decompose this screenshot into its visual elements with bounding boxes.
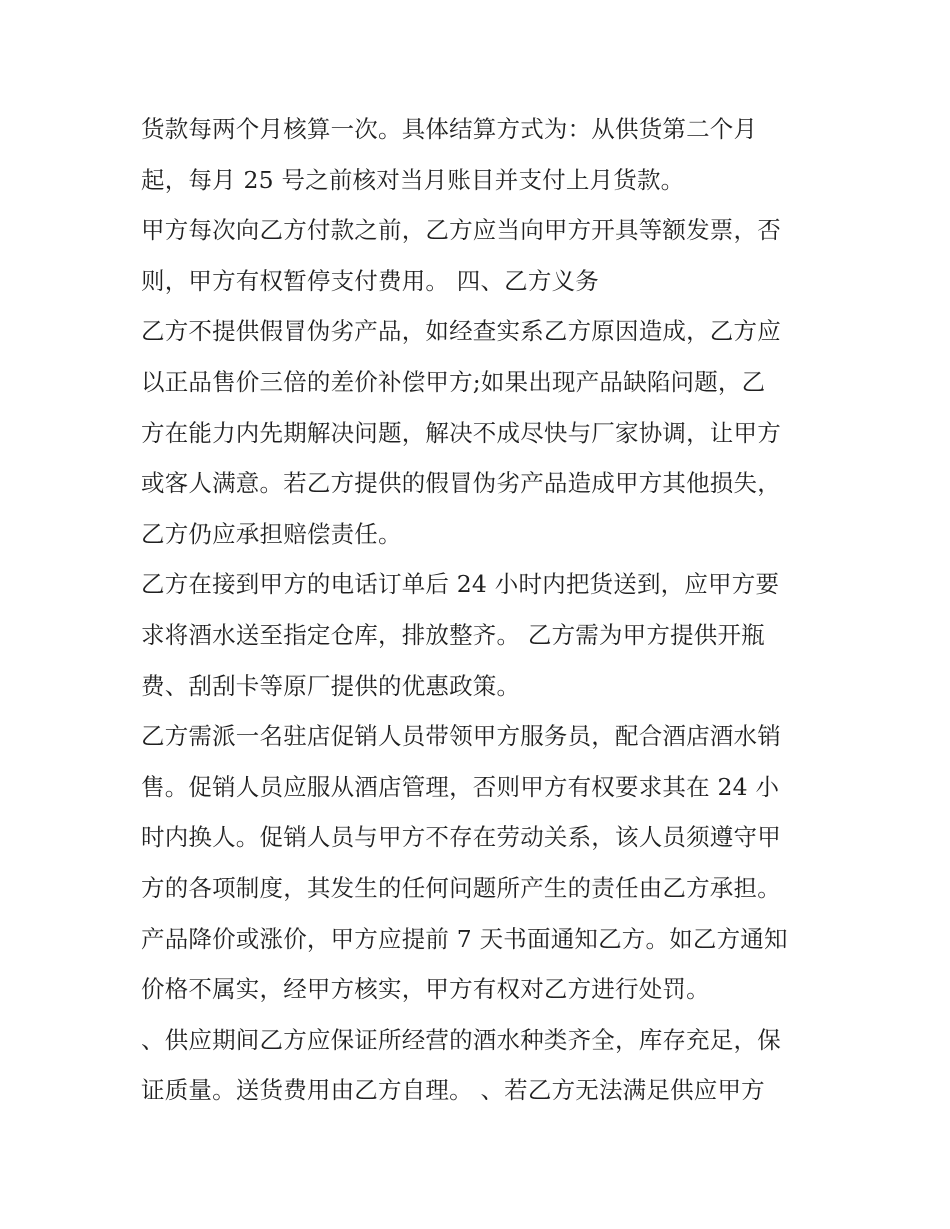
text-line: 乙方不提供假冒伪劣产品，如经查实系乙方原因造成，乙方应: [141, 317, 781, 346]
text-line: 售。促销人员应服从酒店管理，否则甲方有权要求其在 24 小: [141, 772, 780, 801]
text-line: 费、刮刮卡等原厂提供的优惠政策。: [141, 671, 521, 700]
text-line: 以正品售价三倍的差价补偿甲方;如果出现产品缺陷问题，乙: [141, 367, 766, 396]
text-line: 时内换人。促销人员与甲方不存在劳动关系，该人员须遵守甲: [141, 823, 781, 852]
text-line: 方的各项制度，其发生的任何问题所产生的责任由乙方承担。: [141, 873, 781, 902]
text-line: 证质量。送货费用由乙方自理。 、若乙方无法满足供应甲方: [141, 1076, 765, 1105]
text-line: 起，每月 25 号之前核对当月账目并支付上月货款。: [141, 165, 685, 194]
text-line: 产品降价或涨价，甲方应提前 7 天书面通知乙方。如乙方通知: [141, 924, 788, 953]
text-line: 价格不属实，经甲方核实，甲方有权对乙方进行处罚。: [141, 975, 710, 1004]
text-line: 或客人满意。若乙方提供的假冒伪劣产品造成甲方其他损失，: [141, 469, 781, 498]
text-line: 方在能力内先期解决问题，解决不成尽快与厂家协调，让甲方: [141, 418, 781, 447]
text-line: 甲方每次向乙方付款之前，乙方应当向甲方开具等额发票，否: [141, 216, 781, 245]
text-line: 求将酒水送至指定仓库，排放整齐。 乙方需为甲方提供开瓶: [141, 620, 765, 649]
text-line: 乙方仍应承担赔偿责任。: [141, 519, 402, 548]
text-line: 乙方在接到甲方的电话订单后 24 小时内把货送到，应甲方要: [141, 570, 780, 599]
text-line: 乙方需派一名驻店促销人员带领甲方服务员，配合酒店酒水销: [141, 722, 781, 751]
document-body: [141, 104, 821, 1116]
text-line: 则，甲方有权暂停支付费用。 四、乙方义务: [141, 266, 599, 295]
text-line: 货款每两个月核算一次。具体结算方式为：从供货第二个月: [141, 115, 758, 143]
text-line: 、供应期间乙方应保证所经营的酒水种类齐全，库存充足，保: [141, 1025, 781, 1054]
